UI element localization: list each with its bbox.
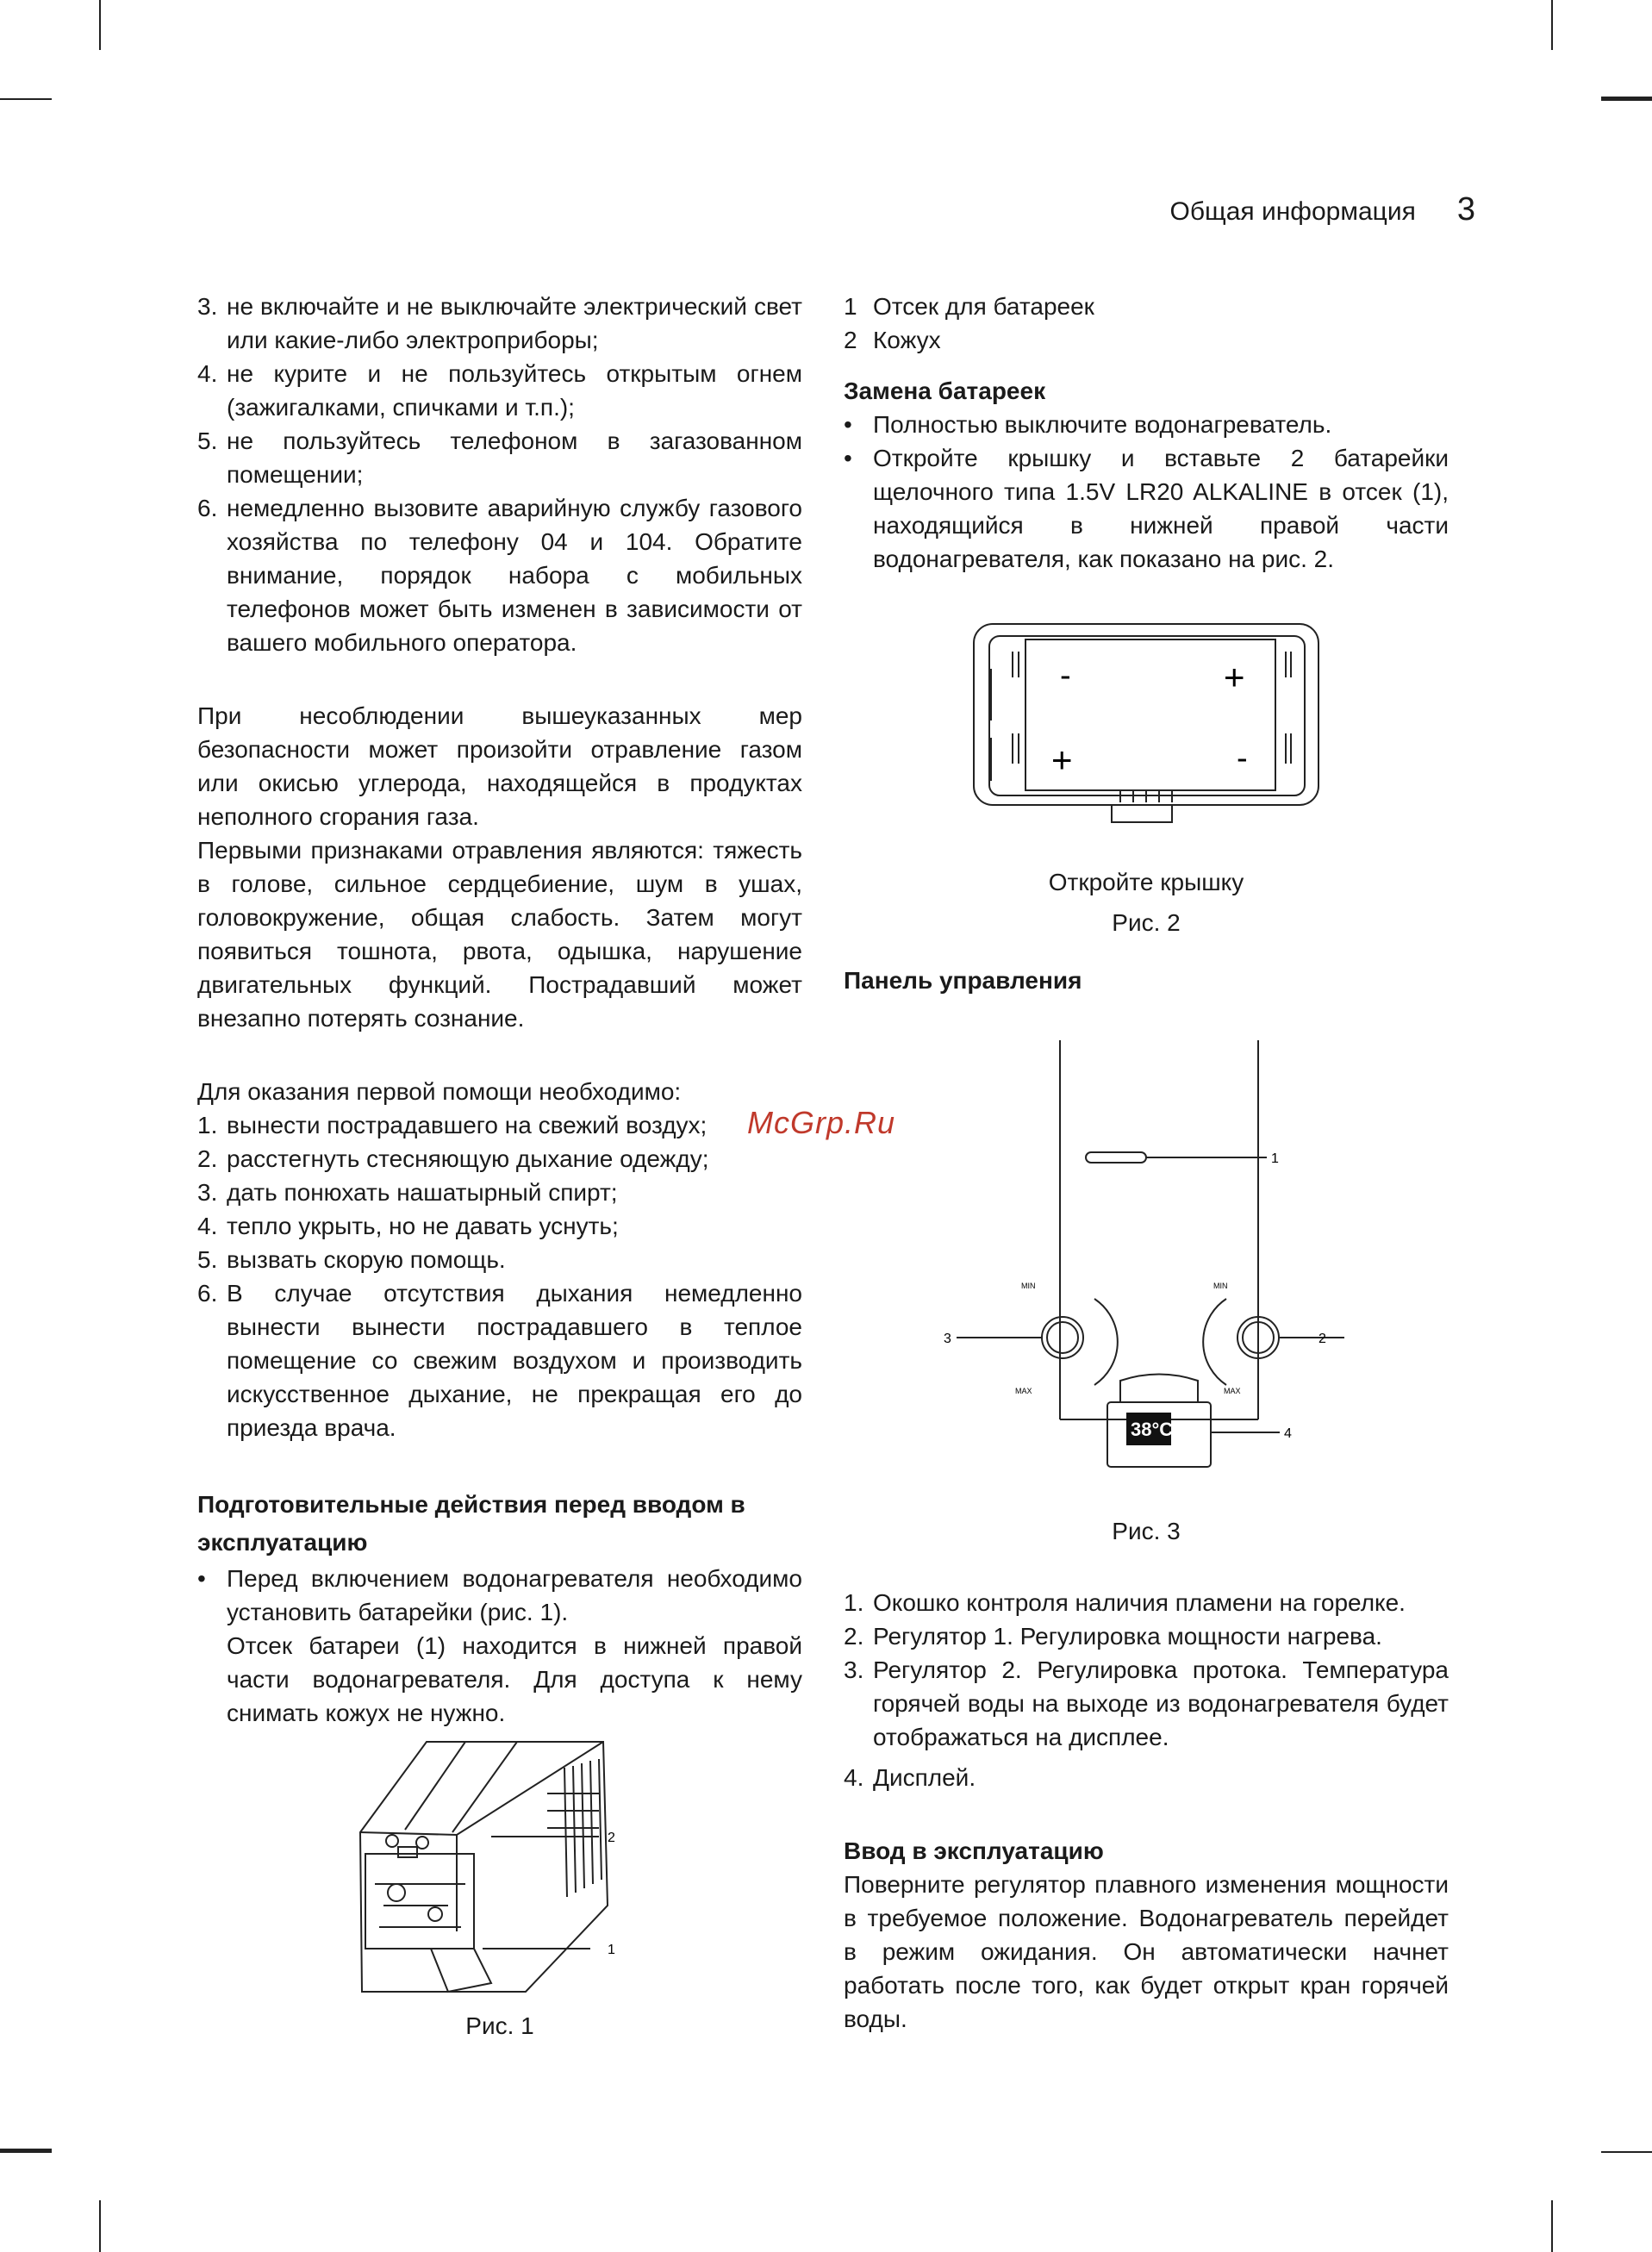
fig1-label-2: 2 xyxy=(608,1831,615,1845)
list-item: 4. не курите и не пользуйтесь открытым огнем (зажигалками, спичками и т.п.); xyxy=(197,360,802,421)
figure-2-battery-compartment xyxy=(965,617,1327,833)
list-item: 6. В случае отсутствия дыхания немедленно вынести вынести пострадавшего в теплое помещение со свежим воздухом и производить искусственное дыхание, не прекращая его до приезда врача. xyxy=(197,1280,802,1441)
list-item: 4. тепло укрыть, но не давать уснуть; xyxy=(197,1213,619,1239)
list-item: 4. Дисплей. xyxy=(844,1764,976,1791)
first-aid-list xyxy=(197,1108,802,1444)
crop-mark xyxy=(1601,2151,1652,2153)
fig2-minus-bottom: - xyxy=(1237,740,1248,777)
crop-mark xyxy=(1601,97,1652,101)
fig3-label-4: 4 xyxy=(1284,1426,1292,1441)
left-column xyxy=(197,290,802,2043)
list-item: 2. Регулятор 1. Регулировка мощности нагрева. xyxy=(844,1623,1382,1650)
fig2-minus-top: - xyxy=(1060,658,1071,694)
paragraph-start: Поверните регулятор плавного изменения мощности в требуемое положение. Водонагреватель перейдет в режим ожидания. Он автоматически начнет работать после того, как будет открыт кран горячей воды. xyxy=(844,1871,1449,2032)
list-item: 1. вынести пострадавшего на свежий воздух; xyxy=(197,1112,708,1138)
paragraph-poisoning: При несоблюдении вышеуказанных мер безопасности может произойти отравление газом или окисью углерода, находящейся в продуктах неполного сгорания газа. xyxy=(197,702,802,830)
list-item: 3. не включайте и не выключайте электрический свет или какие-либо электроприборы; xyxy=(197,293,802,353)
list-item: 5. вызвать скорую помощь. xyxy=(197,1246,506,1273)
list-item: • Откройте крышку и вставьте 2 батарейки щелочного типа 1.5V LR20 ALKALINE в отсек (1), находящийся в нижней правой части водонагревателя, как показано на рис. 2. xyxy=(844,445,1449,572)
fig3-caption: Рис. 3 xyxy=(1112,1518,1181,1544)
fig2-caption: Рис. 2 xyxy=(1112,909,1181,936)
fig2-plus-top: + xyxy=(1224,657,1245,697)
prep-list xyxy=(197,1562,802,1730)
fig3-min-right: MIN xyxy=(1213,1282,1228,1290)
crop-mark xyxy=(1551,2200,1553,2252)
crop-mark xyxy=(1551,0,1553,50)
page-number: 3 xyxy=(1456,191,1475,228)
figure-3-control-panel xyxy=(939,1040,1353,1488)
crop-mark xyxy=(0,2149,52,2153)
list-item: 2. расстегнуть стесняющую дыхание одежду; xyxy=(197,1145,709,1172)
first-aid-intro: Для оказания первой помощи необходимо: xyxy=(197,1078,682,1105)
page-header xyxy=(1170,191,1475,228)
list-item: 1. Окошко контроля наличия пламени на горелке. xyxy=(844,1589,1406,1616)
section-heading-panel: Панель управления xyxy=(844,967,1082,994)
crop-mark xyxy=(0,98,52,100)
list-item: 2 Кожух xyxy=(844,327,941,353)
battery-list xyxy=(844,408,1449,576)
fig3-display-value: 38°C xyxy=(1131,1419,1174,1440)
fig2-plus-bottom: + xyxy=(1051,739,1073,780)
list-item: • Полностью выключите водонагреватель. xyxy=(844,411,1332,438)
fig3-min-left: MIN xyxy=(1021,1282,1036,1290)
section-title: Общая информация xyxy=(1169,197,1416,226)
right-column xyxy=(844,290,1449,2036)
parts-list xyxy=(844,290,1449,357)
figure-1-heater xyxy=(345,1733,655,2018)
section-heading-start: Ввод в эксплуатацию xyxy=(844,1837,1104,1864)
watermark: McGrp.Ru xyxy=(747,1105,896,1140)
list-item: 6. немедленно вызовите аварийную службу газового хозяйства по телефону 04 и 104. Обратите внимание, порядок набора с мобильных телефонов может быть изменен в зависимости от вашего мобильного оператора. xyxy=(197,495,802,656)
section-heading-prep: Подготовительные действия перед вводом в эксплуатацию xyxy=(197,1491,745,1556)
fig1-label-1: 1 xyxy=(608,1943,615,1957)
fig3-max-left: MAX xyxy=(1015,1387,1032,1395)
safety-list xyxy=(197,290,802,659)
fig3-label-3: 3 xyxy=(944,1332,951,1346)
section-heading-battery: Замена батареек xyxy=(844,377,1046,404)
list-item: 3. Регулятор 2. Регулировка протока. Температура горячей воды на выходе из водонагревателя будет отображаться на дисплее. xyxy=(844,1656,1449,1750)
fig3-max-right: MAX xyxy=(1224,1387,1241,1395)
fig1-caption: Рис. 1 xyxy=(465,2012,534,2039)
crop-mark xyxy=(99,0,101,50)
fig2-caption-open: Откройте крышку xyxy=(1048,869,1244,895)
list-item: 5. не пользуйтесь телефоном в загазованном помещении; xyxy=(197,427,802,488)
list-item: 1 Отсек для батареек xyxy=(844,293,1094,320)
fig3-label-2: 2 xyxy=(1318,1332,1326,1346)
crop-mark xyxy=(99,2200,101,2252)
list-item: 3. дать понюхать нашатырный спирт; xyxy=(197,1179,618,1206)
list-item: • Перед включением водонагревателя необходимо установить батарейки (рис. 1). Отсек батареи (1) находится в нижней правой части водонагревателя. Для доступа к нему снимать кожух не нужно. xyxy=(197,1565,802,1726)
fig3-label-1: 1 xyxy=(1271,1151,1279,1166)
panel-list xyxy=(844,1586,1449,1794)
paragraph-symptoms: Первыми признаками отравления являются: тяжесть в голове, сильное сердцебиение, шум в ушах, головокружение, общая слабость. Затем могут появиться тошнота, рвота, одышка, нарушение двигательных функций. Пострадавший может внезапно потерять сознание. xyxy=(197,837,802,1032)
